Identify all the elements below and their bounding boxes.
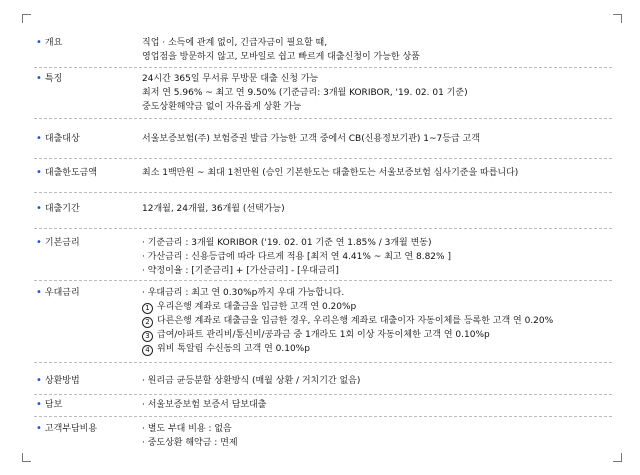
divider bbox=[34, 158, 612, 159]
row-content bbox=[142, 286, 612, 356]
numbered-item: 2 다른은행 계좌로 대출금을 입금한 경우, 우리은행 계좌로 대출이자 자동이체를 등록한 고객 연 0.20% bbox=[142, 314, 612, 328]
bullet-icon: • bbox=[36, 133, 42, 144]
content-line: 최저 연 5.96% ~ 최고 연 9.50% (기준금리: 3개월 KORIBOR, '19. 02. 01 기준) bbox=[142, 88, 468, 98]
content-line: · 우대금리 : 최고 연 0.30%p까지 우대 가능합니다. bbox=[142, 288, 345, 298]
divider bbox=[34, 280, 612, 281]
divider bbox=[34, 67, 612, 68]
row-content bbox=[142, 398, 612, 412]
divider bbox=[34, 416, 612, 417]
row-content bbox=[142, 202, 612, 216]
bullet-icon: • bbox=[36, 73, 42, 84]
content-line: · 기준금리 : 3개월 KORIBOR ('19. 02. 01 기준 연 1.85% / 3개월 변동) bbox=[142, 238, 432, 248]
content-line: · 중도상환 해약금 : 면제 bbox=[142, 438, 238, 448]
bullet-icon: • bbox=[36, 423, 42, 434]
bullet-icon: • bbox=[36, 375, 42, 386]
numbered-item: 3 급여/아파트 관리비/통신비/공과금 중 1개라도 1회 이상 자동이체한 고객 연 0.10%p bbox=[142, 328, 612, 342]
product-info-frame bbox=[22, 14, 622, 462]
divider bbox=[34, 394, 612, 395]
row-content bbox=[142, 166, 612, 180]
circled-number: 3 bbox=[142, 331, 153, 342]
row-label: • 개요 bbox=[36, 37, 63, 48]
content-line: 24시간 365일 무서류 무방문 대출 신청 가능 bbox=[142, 74, 319, 84]
row-label: • 고객부담비용 bbox=[36, 423, 98, 434]
divider bbox=[34, 362, 612, 363]
content-line: · 가산금리 : 신용등급에 따라 다르게 적용 [최저 연 4.41% ~ 최고 연 8.82% ] bbox=[142, 252, 451, 262]
divider bbox=[34, 118, 612, 119]
circled-number: 2 bbox=[142, 317, 153, 328]
row-label: • 특징 bbox=[36, 73, 63, 84]
content-line: · 약정이율 : [기준금리] + [가산금리] - [우대금리] bbox=[142, 266, 339, 276]
circled-number: 1 bbox=[142, 303, 153, 314]
row-content bbox=[142, 422, 612, 450]
numbered-item: 4 위비 톡알림 수신동의 고객 연 0.10%p bbox=[142, 342, 612, 356]
bullet-icon: • bbox=[36, 287, 42, 298]
frame-corner bbox=[613, 14, 622, 23]
row-content bbox=[142, 72, 612, 114]
content-line: 영업점을 방문하지 않고, 모바일로 쉽고 빠르게 대출신청이 가능한 상품 bbox=[142, 52, 420, 62]
content-line: 12개월, 24개월, 36개월 (선택가능) bbox=[142, 204, 285, 214]
row-content bbox=[142, 36, 612, 64]
row-label: • 우대금리 bbox=[36, 287, 80, 298]
circled-number: 4 bbox=[142, 345, 153, 356]
divider bbox=[34, 228, 612, 229]
frame-corner bbox=[22, 14, 31, 23]
frame-corner bbox=[22, 453, 31, 462]
content-line: · 원리금 균등분할 상환방식 (매월 상환 / 거치기간 없음) bbox=[142, 376, 361, 386]
bullet-icon: • bbox=[36, 203, 42, 214]
row-content bbox=[142, 132, 612, 146]
row-content bbox=[142, 374, 612, 388]
content-line: 중도상환해약금 없이 자유롭게 상환 가능 bbox=[142, 102, 302, 112]
bullet-icon: • bbox=[36, 167, 42, 178]
divider bbox=[34, 192, 612, 193]
row-content bbox=[142, 236, 612, 278]
content-line: 서울보증보험(주) 보험증권 발급 가능한 고객 중에서 CB(신용정보기관) 1~7등급 고객 bbox=[142, 134, 480, 144]
content-line: · 서울보증보험 보증서 담보대출 bbox=[142, 400, 267, 410]
content-line: 직업 · 소득에 관계 없이, 긴급자금이 필요할 때, bbox=[142, 38, 328, 48]
bullet-icon: • bbox=[36, 37, 42, 48]
content-line: 최소 1백만원 ~ 최대 1천만원 (승인 기본한도는 대출한도는 서울보증보험 심사기준을 따릅니다) bbox=[142, 168, 519, 178]
content-line: · 별도 부대 비용 : 없음 bbox=[142, 424, 232, 434]
row-label: • 상환방법 bbox=[36, 375, 80, 386]
bullet-icon: • bbox=[36, 399, 42, 410]
row-label: • 대출기간 bbox=[36, 203, 80, 214]
row-label: • 담보 bbox=[36, 399, 63, 410]
row-label: • 대출대상 bbox=[36, 133, 80, 144]
row-label: • 대출한도금액 bbox=[36, 167, 98, 178]
numbered-item: 1 우리은행 계좌로 대출금을 입금한 고객 연 0.20%p bbox=[142, 300, 612, 314]
frame-corner bbox=[613, 453, 622, 462]
row-label: • 기본금리 bbox=[36, 237, 80, 248]
bullet-icon: • bbox=[36, 237, 42, 248]
